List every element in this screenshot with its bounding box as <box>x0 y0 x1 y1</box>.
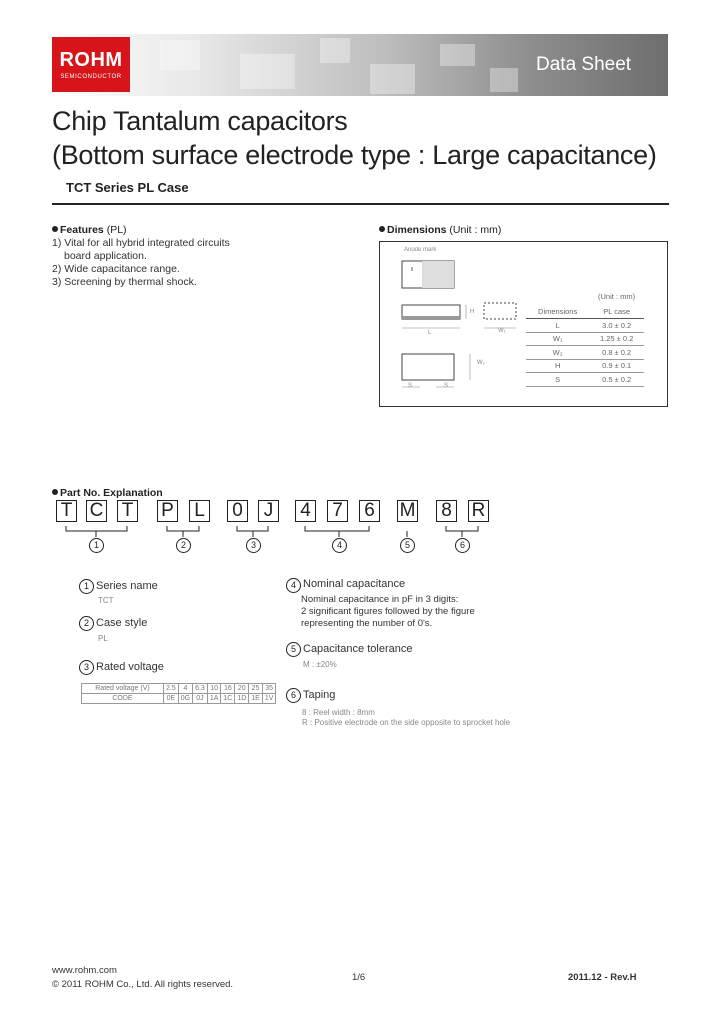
taping-line: R : Positive electrode on the side opposite to sprocket hole <box>302 718 511 727</box>
table-row: W₁ 1.25 ± 0.2 <box>526 332 644 346</box>
footer-date: 2011.12 <box>568 972 602 983</box>
item-number-circle: 1 <box>79 579 94 594</box>
feature-line: 1) Vital for all hybrid integrated circuits <box>52 237 230 249</box>
taping-title: Taping <box>303 689 336 701</box>
part-char-box: J <box>258 500 279 522</box>
table-row: W₂ 0.8 ± 0.2 <box>526 346 644 360</box>
nominal-capacitance-line: representing the number of 0's. <box>301 618 433 629</box>
nominal-capacitance-line: Nominal capacitance in pF in 3 digits: <box>301 594 459 605</box>
part-char-box: R <box>468 500 489 522</box>
rated-voltage-title: Rated voltage <box>96 661 164 673</box>
series-name-title: Series name <box>96 580 158 592</box>
item-number-circle: 2 <box>79 616 94 631</box>
table-row: CODE 0E 0G 0J 1A 1C 1D 1E 1V <box>82 694 276 704</box>
group-number-circle: 3 <box>246 538 261 553</box>
dim-label-l: L <box>428 330 432 336</box>
capacitance-tolerance-value: M : ±20% <box>303 660 337 669</box>
dim-label-w1: W₁ <box>498 328 506 334</box>
part-char-box: 8 <box>436 500 457 522</box>
nominal-capacitance-line: 2 significant figures followed by the figure <box>301 606 475 617</box>
part-char-box: C <box>86 500 107 522</box>
logo-text: ROHM <box>59 49 123 71</box>
table-row: Rated voltage (V) 2.5 4 6.3 10 16 20 25 35 <box>82 684 276 694</box>
table-row: Dimensions PL case <box>526 305 644 319</box>
page-number: 1/6 <box>352 972 366 983</box>
footer-rev: Rev.H <box>610 972 637 983</box>
series-name-value: TCT <box>98 596 114 605</box>
footer-copyright: © 2011 ROHM Co., Ltd. All rights reserved. <box>52 979 234 990</box>
group-number-circle: 4 <box>332 538 347 553</box>
case-style-title: Case style <box>96 617 148 629</box>
rated-voltage-table <box>81 683 276 704</box>
part-no-heading: Part No. Explanation <box>52 487 163 499</box>
feature-line: 3) Screening by thermal shock. <box>52 276 197 288</box>
table-row: H 0.9 ± 0.1 <box>526 359 644 373</box>
logo-subtext: SEMICONDUCTOR <box>60 74 122 80</box>
doc-type-label: Data Sheet <box>536 54 632 75</box>
dimensions-heading: Dimensions (Unit : mm) <box>379 224 501 236</box>
item-number-circle: 3 <box>79 660 94 675</box>
dim-unit-label: (Unit : mm) <box>598 292 636 301</box>
group-number-circle: 5 <box>400 538 415 553</box>
part-char-box: T <box>117 500 138 522</box>
part-char-box: T <box>56 500 77 522</box>
case-style-value: PL <box>98 634 108 643</box>
page-title-line2: (Bottom surface electrode type : Large capacitance) <box>52 140 657 170</box>
footer-revision: 2011.12 - Rev.H <box>568 972 637 983</box>
group-number-circle: 2 <box>176 538 191 553</box>
feature-line: board application. <box>64 250 147 262</box>
part-char-box: 4 <box>295 500 316 522</box>
footer-url[interactable]: www.rohm.com <box>52 965 117 976</box>
taping-line: 8 : Reel width : 8mm <box>302 708 375 717</box>
group-number-circle: 1 <box>89 538 104 553</box>
nominal-capacitance-title: Nominal capacitance <box>303 578 406 590</box>
part-char-box: L <box>189 500 210 522</box>
capacitance-tolerance-title: Capacitance tolerance <box>303 643 413 655</box>
dim-label-h: H <box>470 309 475 315</box>
table-row: L 3.0 ± 0.2 <box>526 319 644 333</box>
group-number-circle: 6 <box>455 538 470 553</box>
anode-mark-label: Anode mark <box>404 247 437 253</box>
dim-label-w2: W₂ <box>477 360 485 366</box>
part-char-box: 0 <box>227 500 248 522</box>
item-number-circle: 5 <box>286 642 301 657</box>
part-char-box: 7 <box>327 500 348 522</box>
table-row: S 0.5 ± 0.2 <box>526 373 644 387</box>
series-subtitle: TCT Series PL Case <box>66 180 189 195</box>
features-heading: Features (PL) <box>52 224 127 236</box>
page-title-line1: Chip Tantalum capacitors <box>52 106 348 136</box>
part-char-box: P <box>157 500 178 522</box>
item-number-circle: 4 <box>286 578 301 593</box>
dim-label-s: S <box>408 383 413 389</box>
feature-line: 2) Wide capacitance range. <box>52 263 180 275</box>
item-number-circle: 6 <box>286 688 301 703</box>
dim-label-s: S <box>444 383 449 389</box>
part-char-box: M <box>397 500 418 522</box>
part-char-box: 6 <box>359 500 380 522</box>
